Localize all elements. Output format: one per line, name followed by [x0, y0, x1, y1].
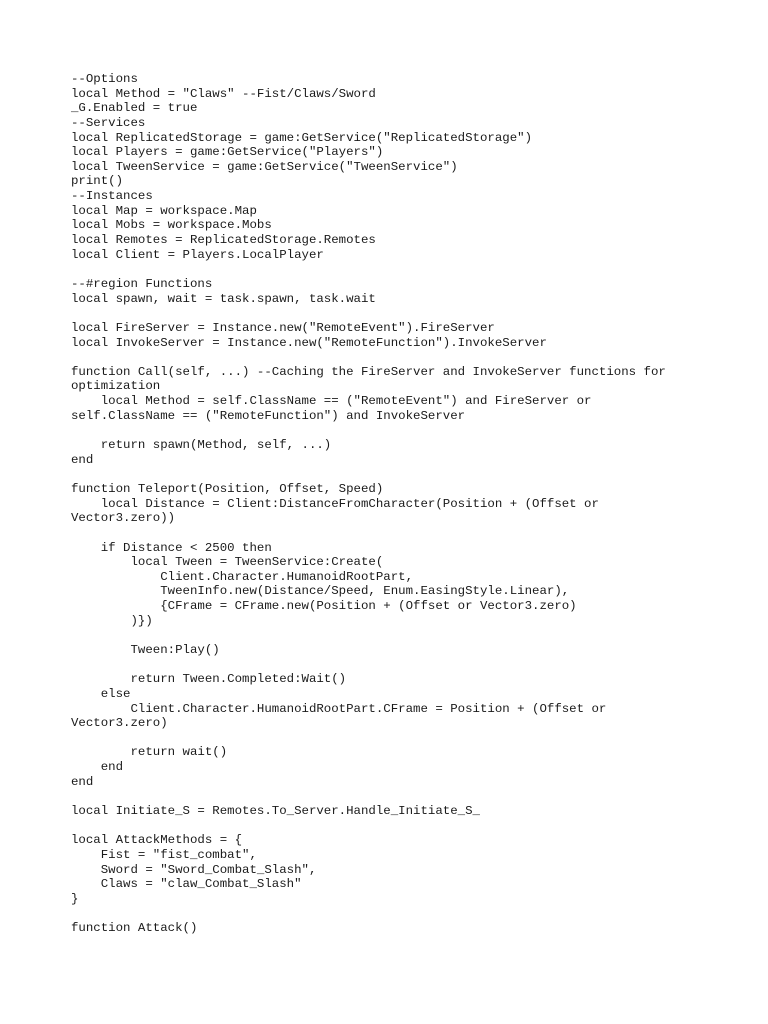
code-line: [71, 423, 711, 438]
code-line: local TweenService = game:GetService("TweenService"): [71, 159, 458, 174]
code-line: [71, 306, 711, 321]
code-line: end: [71, 760, 124, 775]
code-line: local Client = Players.LocalPlayer: [71, 247, 324, 262]
code-line: [71, 819, 711, 834]
code-line: Vector3.zero)): [71, 511, 176, 526]
code-line: local Mobs = workspace.Mobs: [71, 218, 272, 233]
code-line: local Method = self.ClassName == ("RemoteEvent") and FireServer or: [71, 394, 592, 409]
code-block: [71, 72, 711, 936]
code-line: return wait(): [71, 745, 228, 760]
code-line: function Call(self, ...) --Caching the FireServer and InvokeServer functions for: [71, 364, 666, 379]
code-line: TweenInfo.new(Distance/Speed, Enum.EasingStyle.Linear),: [71, 584, 570, 599]
code-line: [71, 526, 711, 541]
code-line: Vector3.zero): [71, 716, 168, 731]
code-line: local Distance = Client:DistanceFromCharacter(Position + (Offset or: [71, 496, 599, 511]
code-line: print(): [71, 174, 124, 189]
code-line: --Options: [71, 72, 138, 86]
code-line: local ReplicatedStorage = game:GetService("ReplicatedStorage"): [71, 130, 533, 145]
code-line: {CFrame = CFrame.new(Position + (Offset or Vector3.zero): [71, 599, 577, 614]
code-line: Client.Character.HumanoidRootPart,: [71, 569, 414, 584]
code-line: )}): [71, 613, 153, 628]
code-line: Tween:Play(): [71, 642, 220, 657]
code-line: function Teleport(Position, Offset, Speed): [71, 481, 384, 496]
code-line: --Services: [71, 115, 146, 130]
code-line: function Attack(): [71, 921, 198, 936]
code-line: [71, 731, 711, 746]
code-line: [71, 350, 711, 365]
code-line: return Tween.Completed:Wait(): [71, 672, 347, 687]
code-line: else: [71, 686, 131, 701]
code-line: Sword = "Sword_Combat_Slash",: [71, 862, 317, 877]
code-line: [71, 467, 711, 482]
code-line: Client.Character.HumanoidRootPart.CFrame = Position + (Offset or: [71, 701, 607, 716]
code-line: Fist = "fist_combat",: [71, 847, 257, 862]
code-line: end: [71, 452, 94, 467]
code-line: self.ClassName == ("RemoteFunction") and InvokeServer: [71, 408, 466, 423]
code-line: local Map = workspace.Map: [71, 203, 257, 218]
code-line: local Players = game:GetService("Players"): [71, 145, 384, 160]
code-line: [71, 789, 711, 804]
code-line: [71, 907, 711, 922]
code-line: local AttackMethods = {: [71, 833, 243, 848]
code-line: return spawn(Method, self, ...): [71, 438, 332, 453]
code-line: [71, 658, 711, 673]
code-line: local spawn, wait = task.spawn, task.wait: [71, 291, 376, 306]
code-line: optimization: [71, 379, 161, 394]
code-line: end: [71, 774, 94, 789]
code-line: --#region Functions: [71, 276, 213, 291]
code-line: local Method = "Claws" --Fist/Claws/Sword: [71, 86, 376, 101]
code-line: }: [71, 891, 79, 906]
code-line: [71, 262, 711, 277]
code-line: _G.Enabled = true: [71, 101, 198, 116]
code-line: local FireServer = Instance.new("RemoteEvent").FireServer: [71, 320, 495, 335]
code-line: [71, 628, 711, 643]
code-line: if Distance < 2500 then: [71, 540, 272, 555]
code-line: local Remotes = ReplicatedStorage.Remotes: [71, 233, 376, 248]
code-line: Claws = "claw_Combat_Slash": [71, 877, 302, 892]
code-line: local Initiate_S = Remotes.To_Server.Handle_Initiate_S_: [71, 804, 480, 819]
code-line: --Instances: [71, 189, 153, 204]
code-line: local InvokeServer = Instance.new("RemoteFunction").InvokeServer: [71, 335, 547, 350]
code-line: local Tween = TweenService:Create(: [71, 555, 384, 570]
